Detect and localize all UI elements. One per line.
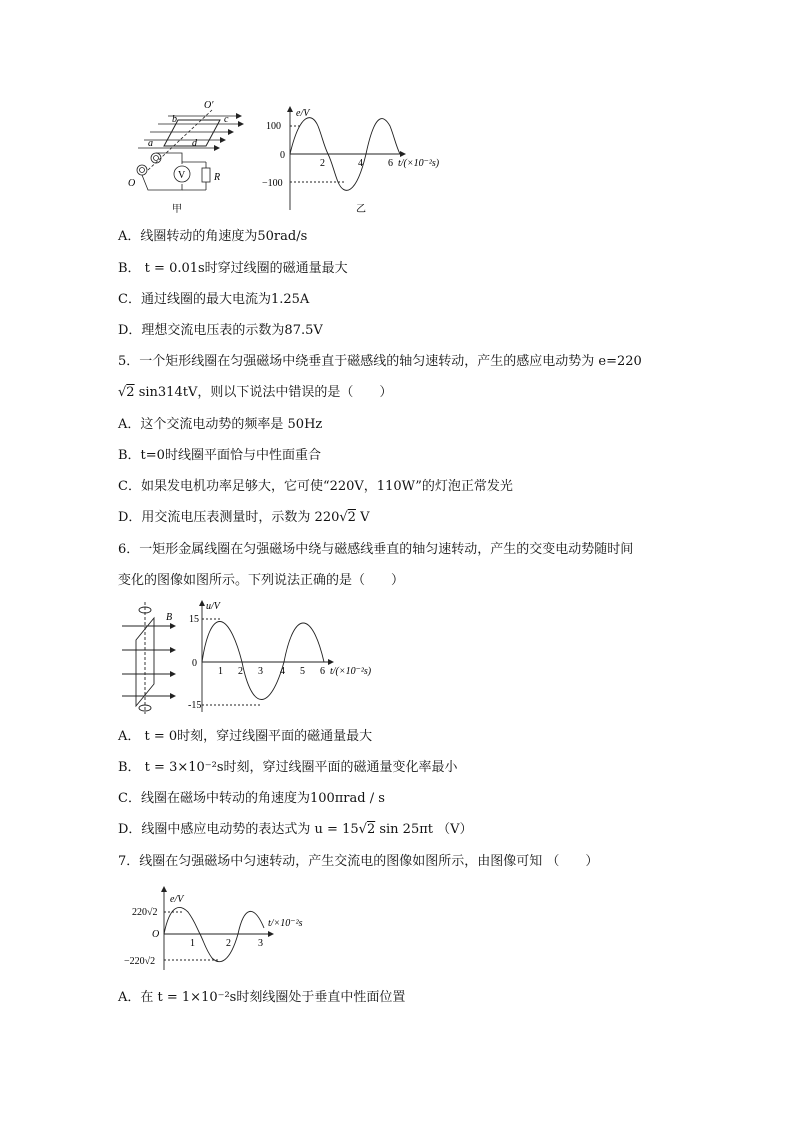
q5-option-b: B．t=0时线圈平面恰与中性面重合: [118, 448, 321, 463]
xlabel: t/(×10⁻²s): [330, 666, 372, 677]
u-t-graph: [190, 598, 390, 716]
label-d: d: [192, 138, 197, 149]
ymin-label: −100: [262, 178, 283, 189]
origin-label: 0: [280, 150, 285, 161]
generator-diagram: [128, 98, 248, 216]
tick-2: 2: [238, 666, 243, 677]
tick-4: 4: [358, 158, 363, 169]
q6-stem-line2: 变化的图像如图所示。下列说法正确的是（ ）: [118, 573, 405, 588]
q6-option-d-pre: D．线圈中感应电动势的表达式为 u = 15: [118, 822, 359, 837]
q5-stem-line2-text: sin314tV，则以下说法中错误的是（ ）: [134, 385, 393, 400]
q4-option-a: A．线圈转动的角速度为50rad/s: [118, 229, 308, 244]
q6-option-d-sqrt: 2: [366, 822, 376, 837]
caption-jia: 甲: [172, 204, 182, 215]
q5-stem-line1: 5．一个矩形线圈在匀强磁场中绕垂直于磁感线的轴匀速转动，产生的感应电动势为 e=220: [118, 354, 642, 369]
emf-graph-yi: [262, 106, 452, 216]
tick-1: 1: [218, 666, 223, 677]
q6-option-d: D．线圈中感应电动势的表达式为 u = 15√2 sin 25πt （V）: [118, 822, 473, 837]
label-o: O: [128, 178, 136, 189]
label-b: b: [172, 114, 177, 125]
ylabel: e/V: [170, 894, 184, 905]
q6-option-b: B． t = 3×10⁻²s时刻，穿过线圈平面的磁通量变化率最小: [118, 760, 458, 775]
q5-option-d: D．用交流电压表测量时，示数为 220√2 V: [118, 510, 370, 525]
q6-option-d-post: sin 25πt （V）: [375, 822, 473, 837]
e-t-graph-q7: [118, 884, 328, 970]
q5-option-c: C．如果发电机功率足够大，它可使“220V，110W”的灯泡正常发光: [118, 479, 513, 494]
voltmeter-label: V: [178, 170, 186, 181]
tick-4: 4: [280, 666, 285, 677]
rotating-coil-diagram: [118, 600, 180, 716]
origin-label: O: [152, 929, 160, 940]
tick-6: 6: [320, 666, 325, 677]
resistor-label: R: [214, 172, 221, 183]
ymax-label: 220√2: [132, 907, 158, 918]
ymax-label: 15: [189, 614, 199, 625]
field-b-label: B: [166, 612, 173, 623]
q5-sqrt: 2: [126, 385, 135, 400]
label-a: a: [148, 138, 153, 149]
tick-2: 2: [226, 938, 231, 949]
tick-6: 6: [388, 158, 393, 169]
origin-label: 0: [192, 658, 197, 669]
ylabel: u/V: [206, 601, 220, 612]
xlabel: t/(×10⁻²s): [398, 158, 440, 169]
tick-3: 3: [258, 666, 263, 677]
ymax-label: 100: [266, 121, 281, 132]
label-o-prime: O′: [204, 100, 214, 111]
q5-stem-line2: √2 sin314tV，则以下说法中错误的是（ ）: [118, 385, 393, 400]
tick-1: 1: [190, 938, 195, 949]
q5-option-a: A．这个交流电动势的频率是 50Hz: [118, 417, 323, 432]
q6-option-c: C．线圈在磁场中转动的角速度为100πrad / s: [118, 791, 385, 806]
xlabel: t/×10⁻²s: [268, 918, 303, 929]
q7-option-a: A．在 t = 1×10⁻²s时刻线圈处于垂直中性面位置: [118, 990, 406, 1005]
q6-stem-line1: 6．一矩形金属线圈在匀强磁场中绕与磁感线垂直的轴匀速转动，产生的交变电动势随时间: [118, 542, 634, 557]
q4-option-d: D．理想交流电压表的示数为87.5V: [118, 323, 323, 338]
q5-option-d-pre: D．用交流电压表测量时，示数为 220: [118, 510, 340, 525]
ylabel: e/V: [296, 108, 310, 119]
ymin-label: −220√2: [124, 956, 156, 967]
q7-stem: 7．线圈在匀强磁场中匀速转动，产生交流电的图像如图所示，由图像可知 （ ）: [118, 854, 599, 869]
q6-option-a: A． t = 0时刻，穿过线圈平面的磁通量最大: [118, 729, 373, 744]
ymin-label: -15: [188, 700, 202, 711]
caption-yi: 乙: [356, 204, 366, 215]
tick-2: 2: [320, 158, 325, 169]
q5-option-d-post: V: [355, 510, 370, 525]
q5-option-d-sqrt: 2: [347, 510, 356, 525]
label-c: c: [224, 114, 229, 125]
q4-option-b: B． t = 0.01s时穿过线圈的磁通量最大: [118, 261, 348, 276]
tick-3: 3: [258, 938, 263, 949]
q4-option-c: C．通过线圈的最大电流为1.25A: [118, 292, 310, 307]
tick-5: 5: [300, 666, 305, 677]
